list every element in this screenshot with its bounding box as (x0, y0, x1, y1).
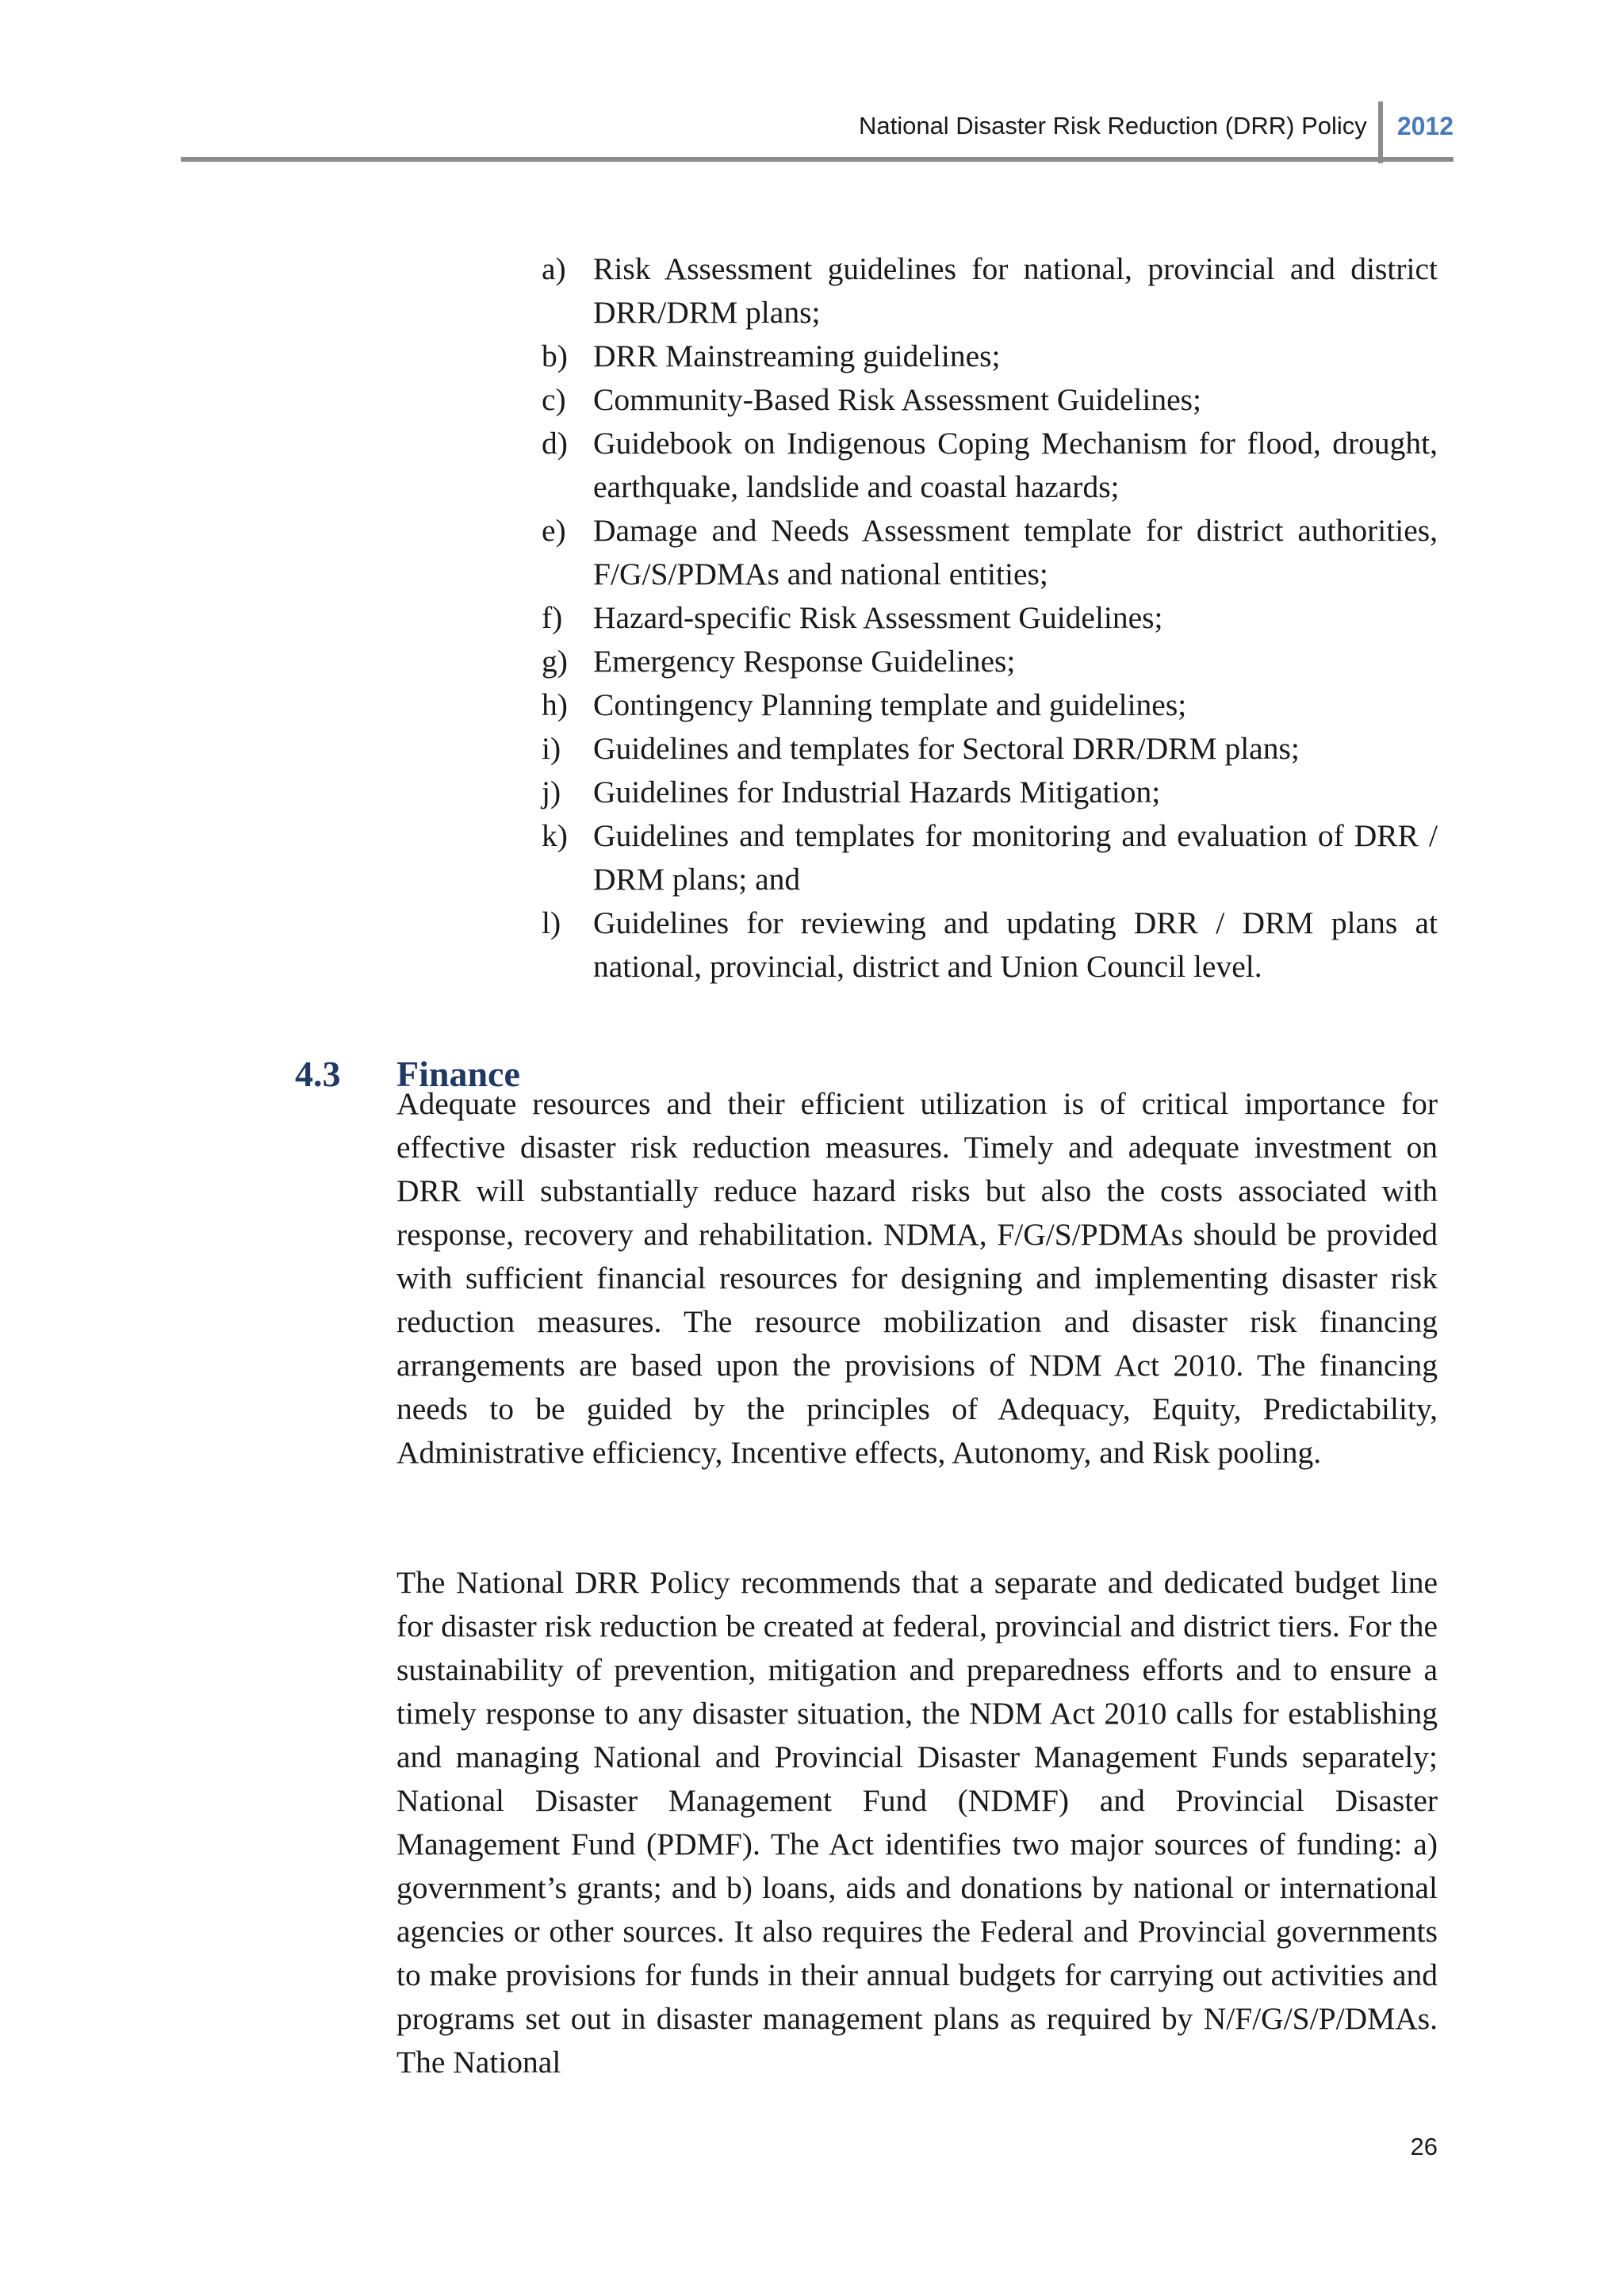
list-item-text: Hazard-specific Risk Assessment Guidelines; (593, 600, 1163, 635)
list-marker: k) (542, 818, 568, 853)
section-title: Finance (396, 1054, 520, 1095)
list-item (542, 727, 1438, 771)
list-item (542, 422, 1438, 509)
list-item-text: Guidelines for reviewing and updating DRR / DRM plans at national, provincial, district and Union Council level. (593, 905, 1438, 984)
list-marker: a) (542, 251, 566, 286)
running-header (859, 101, 1454, 151)
list-marker: b) (542, 339, 568, 373)
list-item (542, 814, 1438, 901)
header-year: 2012 (1396, 112, 1454, 140)
header-title: National Disaster Risk Reduction (DRR) Policy (858, 112, 1367, 140)
list-item-text: Contingency Planning template and guidelines; (593, 687, 1187, 722)
list-marker: g) (542, 644, 568, 679)
list-item-text: Guidelines for Industrial Hazards Mitigation; (593, 775, 1161, 809)
section-number: 4.3 (295, 1054, 341, 1095)
list-item (542, 683, 1438, 727)
list-item-text: Community-Based Risk Assessment Guidelines; (593, 382, 1201, 417)
list-marker: d) (542, 426, 568, 461)
list-item-text: Damage and Needs Assessment template for district authorities, F/G/S/PDMAs and national entities; (593, 513, 1438, 591)
list-marker: j) (542, 775, 561, 809)
list-marker: e) (542, 513, 566, 548)
list-item (542, 378, 1438, 422)
list-item-text: Guidelines and templates for Sectoral DRR/DRM plans; (593, 731, 1300, 766)
list-marker: f) (542, 600, 563, 635)
list-item (542, 509, 1438, 596)
list-marker: h) (542, 687, 568, 722)
list-item-text: Risk Assessment guidelines for national, provincial and district DRR/DRM plans; (593, 251, 1438, 330)
list-marker: l) (542, 905, 561, 940)
list-item (542, 640, 1438, 683)
list-item (542, 901, 1438, 989)
list-item (542, 596, 1438, 640)
list-item (542, 335, 1438, 378)
list-item-text: DRR Mainstreaming guidelines; (593, 339, 1001, 373)
list-marker: c) (542, 382, 566, 417)
body-paragraph: Adequate resources and their efficient utilization is of critical importance for effective disaster risk reduction measures. Timely and adequate investment on DRR will substantially reduce hazard risks but also the costs associated with response, recovery and rehabilitation. NDMA, F/G/S/PDMAs should be provided with sufficient financial resources for designing and implementing disaster risk reduction measures. The resource mobilization and disaster risk financing arrangements are based upon the provisions of NDM Act 2010. The financing needs to be guided by the principles of Adequacy, Equity, Predictability, Administrative efficiency, Incentive effects, Autonomy, and Risk pooling. (396, 1086, 1438, 1470)
list-item-text: Guidebook on Indigenous Coping Mechanism for flood, drought, earthquake, landslide and coastal hazards; (593, 426, 1438, 504)
header-rule (181, 157, 1454, 162)
list-item (542, 247, 1438, 335)
page-number: 26 (1410, 2133, 1438, 2160)
body-paragraph: The National DRR Policy recommends that a separate and dedicated budget line for disaster risk reduction be created at federal, provincial and district tiers. For the sustainability of prevention, mitigation and preparedness efforts and to ensure a timely response to any disaster situation, the NDM Act 2010 calls for establishing and managing National and Provincial Disaster Management Funds separately; National Disaster Management Fund (NDMF) and Provincial Disaster Management Fund (PDMF). The Act identifies two major sources of funding: a) government’s grants; and b) loans, aids and donations by national or international agencies or other sources. It also requires the Federal and Provincial governments to make provisions for funds in their annual budgets for carrying out activities and programs set out in disaster management plans as required by N/F/G/S/P/DMAs. The National (396, 1565, 1438, 2080)
list-marker: i) (542, 731, 561, 766)
list-item (542, 771, 1438, 814)
list-item-text: Emergency Response Guidelines; (593, 644, 1016, 679)
guidelines-list (542, 247, 1438, 989)
list-item-text: Guidelines and templates for monitoring and evaluation of DRR / DRM plans; and (593, 818, 1438, 897)
